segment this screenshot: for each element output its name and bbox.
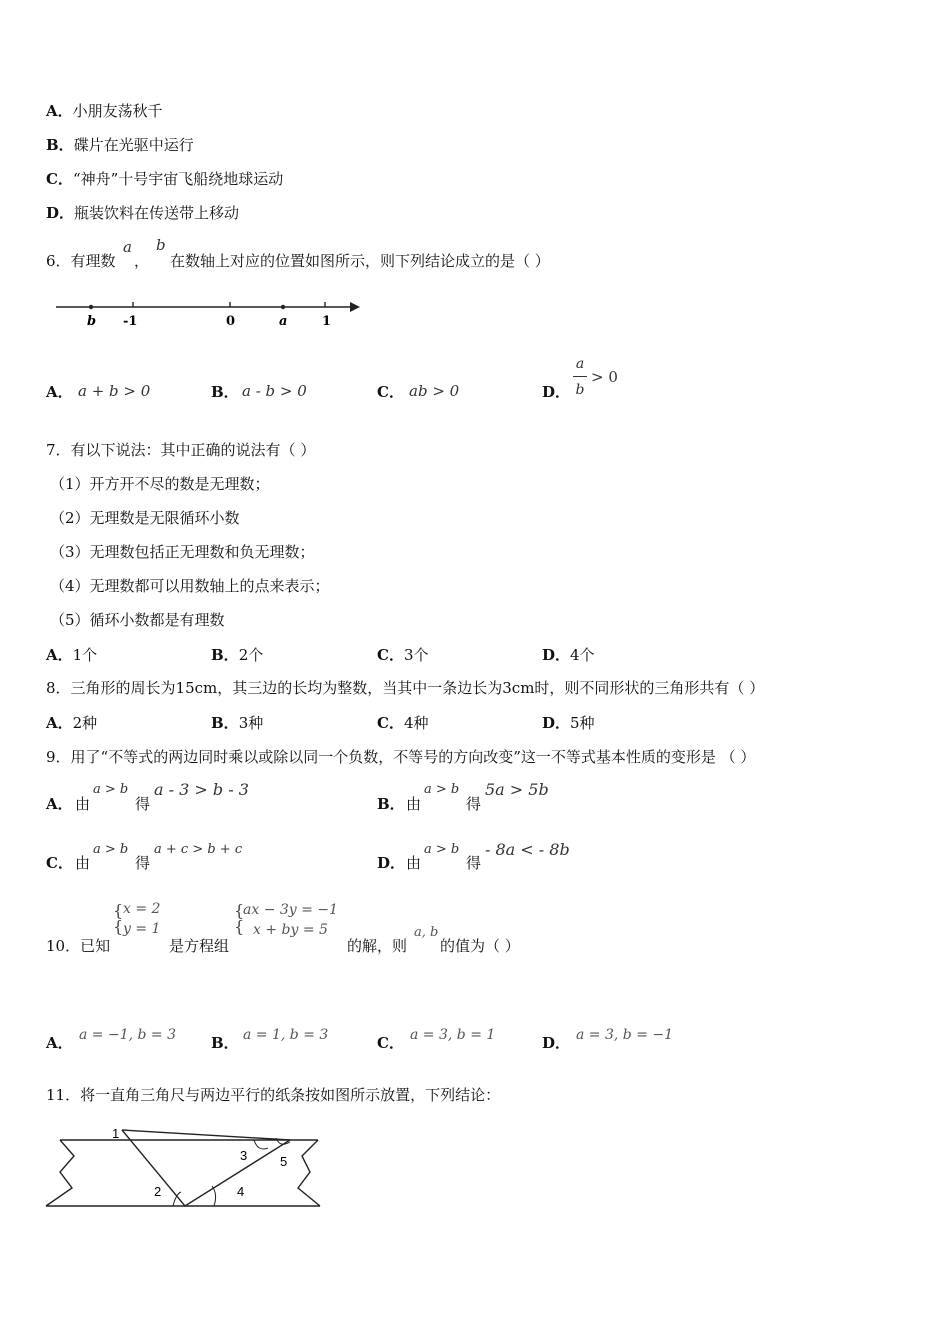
q9-option-c-de: 得 [135, 854, 151, 872]
q9-option-d-de: 得 [466, 854, 482, 872]
q6-sep: ， [134, 252, 150, 270]
q9-option-a-de: 得 [135, 795, 151, 813]
q11-figure [40, 1118, 330, 1214]
q9-option-b-res: 5a > 5b [485, 780, 549, 799]
q6-option-d-label: D． [542, 383, 571, 401]
angle-arc-3 [254, 1140, 268, 1149]
axis-label-b: b [87, 314, 97, 329]
q10-stem-mid: 是方程组 [169, 937, 230, 955]
q10-brace-1: { [113, 901, 124, 920]
q8-option-b: B．3种 [211, 714, 264, 732]
q10-option-a-math: a = −1, b = 3 [79, 1027, 177, 1043]
axis-label-minus-one: -1 [123, 314, 138, 329]
q9-option-c-you: 由 [75, 854, 91, 872]
q10-stem-post1: 的解，则 [347, 937, 408, 955]
number-line-figure [52, 296, 362, 332]
number-line-arrow [350, 302, 360, 312]
q10-sys1-line2: y = 1 [123, 921, 161, 937]
q9-option-d-you: 由 [406, 854, 422, 872]
q9-option-d-res: - 8a < - 8b [485, 840, 570, 859]
triangle-hypotenuse [122, 1130, 290, 1140]
q10-option-a-label: A． [46, 1034, 73, 1052]
q8-stem: 8．三角形的周长为15cm，其三边的长均为整数，当其中一条边长为3cm时，则不同形状的三角形共有（ ） [46, 679, 765, 697]
q10-option-b-label: B． [211, 1034, 239, 1052]
q6-stem: 6．有理数 [46, 252, 116, 270]
point-a [281, 305, 285, 309]
q9-option-b-label: B． [377, 795, 405, 813]
q9-option-d-cond: a > b [424, 842, 460, 857]
q10-stem-num: 10．已知 [46, 937, 111, 955]
q10-option-d-math: a = 3, b = −1 [576, 1027, 674, 1043]
q6-option-d-numerator: a [575, 356, 585, 372]
q10-sys2-line2: x + by = 5 [253, 922, 328, 938]
q10-sys2-line1: ax − 3y = −1 [243, 902, 338, 918]
q5-option-d: D．瓶装饮料在传送带上移动 [46, 204, 240, 222]
q6-var-b: b [156, 236, 166, 254]
q9-option-a-res: a - 3 > b - 3 [154, 780, 249, 799]
q9-option-a-cond: a > b [93, 782, 129, 797]
q11-stem: 11．将一直角三角尺与两边平行的纸条按如图所示放置，下列结论： [46, 1086, 501, 1104]
axis-label-a: a [279, 314, 288, 329]
angle-label-4: 4 [237, 1184, 245, 1199]
q9-option-c-cond: a > b [93, 842, 129, 857]
q7-item-3: （3）无理数包括正无理数和负无理数； [50, 543, 315, 561]
q6-option-c-math: ab > 0 [409, 382, 460, 400]
q7-stem: 7．有以下说法：其中正确的说法有（ ） [46, 441, 316, 459]
point-b [89, 305, 93, 309]
q10-sys1-line1: x = 2 [123, 901, 161, 917]
q7-option-d: D．4个 [542, 646, 595, 664]
q7-option-b: B．2个 [211, 646, 264, 664]
q6-option-b-label: B． [211, 383, 239, 401]
q6-option-b-math: a - b > 0 [242, 382, 307, 400]
q6-option-d-rest: > 0 [591, 368, 618, 386]
q9-option-c-res: a + c > b + c [154, 842, 243, 857]
q8-option-d: D．5种 [542, 714, 595, 732]
q9-option-b-you: 由 [406, 795, 422, 813]
q9-option-b-cond: a > b [424, 782, 460, 797]
q6-var-a: a [123, 238, 132, 256]
q8-option-c: C．4种 [377, 714, 429, 732]
strip-right-zigzag [298, 1140, 320, 1206]
q7-item-5: （5）循环小数都是有理数 [50, 611, 225, 629]
q10-option-d-label: D． [542, 1034, 571, 1052]
q6-option-c-label: C． [377, 383, 404, 401]
q9-option-c-label: C． [46, 854, 73, 872]
q6-stem-post: 在数轴上对应的位置如图所示，则下列结论成立的是（ ） [170, 252, 550, 270]
angle-label-2: 2 [154, 1184, 162, 1199]
q8-option-a: A．2种 [46, 714, 98, 732]
q7-option-c: C．3个 [377, 646, 429, 664]
q5-option-a: A．小朋友荡秋千 [46, 102, 163, 120]
q10-option-c-math: a = 3, b = 1 [410, 1027, 496, 1043]
q6-option-a-math: a + b > 0 [78, 382, 151, 400]
q9-option-a-label: A． [46, 795, 73, 813]
q7-item-2: （2）无理数是无限循环小数 [50, 509, 240, 527]
q10-option-b-math: a = 1, b = 3 [243, 1027, 329, 1043]
strip-left-zigzag [46, 1140, 74, 1206]
axis-label-zero: 0 [226, 314, 236, 329]
q7-option-a: A．1个 [46, 646, 98, 664]
q7-item-1: （1）开方开不尽的数是无理数； [50, 475, 270, 493]
q10-stem-post2: 的值为（ ） [440, 937, 520, 955]
q9-option-d-label: D． [377, 854, 406, 872]
q9-stem: 9．用了“不等式的两边同时乘以或除以同一个负数，不等号的方向改变”这一不等式基本性质的变形是 （ ） [46, 748, 756, 766]
q10-brace-2: { [234, 901, 245, 920]
axis-label-one: 1 [322, 314, 332, 329]
q6-option-a-label: A． [46, 383, 73, 401]
angle-label-1: 1 [112, 1126, 120, 1141]
q7-item-4: （4）无理数都可以用数轴上的点来表示； [50, 577, 330, 595]
angle-label-3: 3 [240, 1148, 248, 1163]
q10-option-c-label: C． [377, 1034, 404, 1052]
q9-option-b-de: 得 [466, 795, 482, 813]
fraction-bar [573, 376, 587, 377]
triangle-legs [122, 1130, 290, 1206]
q5-option-b: B．碟片在光驱中运行 [46, 136, 194, 154]
q5-option-c: C．“神舟”十号宇宙飞船绕地球运动 [46, 170, 284, 188]
q10-ab: a, b [414, 925, 439, 940]
q6-option-d-denominator: b [575, 382, 585, 398]
angle-label-5: 5 [280, 1154, 288, 1169]
q9-option-a-you: 由 [75, 795, 91, 813]
